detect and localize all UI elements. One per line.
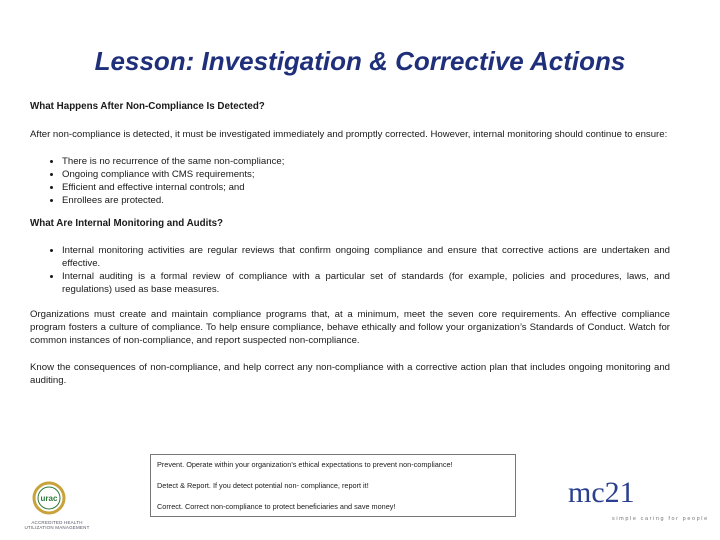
callout-prevent: Prevent. Operate within your organization’s ethical expectations to prevent non-compliance! <box>157 460 453 469</box>
compliance-program-paragraph: Organizations must create and maintain compliance programs that, at a minimum, meet the seven core requirements. An effective compliance program fosters a culture of compliance. To help ensure compliance, behave ethically and follow your organization’s Standards of Conduct. Watch for common instances of non-compliance, and report suspected non-compliance. <box>30 309 670 346</box>
intro-paragraph: After non-compliance is detected, it must be investigated immediately and promptly corrected. However, internal monitoring should continue to ensure: <box>30 129 668 140</box>
urac-seal-icon <box>34 483 64 513</box>
list-item: • Efficient and effective internal controls; and <box>62 181 670 194</box>
ensure-list <box>30 155 670 207</box>
lesson-content <box>30 100 670 401</box>
list-item: • Enrollees are protected. <box>62 194 670 207</box>
prevent-detect-correct-box <box>150 454 516 517</box>
urac-accreditation-text: ACCREDITED HEALTH UTILIZATION MANAGEMENT <box>24 520 90 530</box>
callout-correct: Correct. Correct non-compliance to protect beneficiaries and save money! <box>157 502 396 511</box>
callout-detect: Detect & Report. If you detect potential non- compliance, report it! <box>157 481 369 490</box>
consequences-paragraph: Know the consequences of non-compliance, and help correct any non-compliance with a corrective action plan that includes ongoing monitoring and auditing. <box>30 362 670 386</box>
section-heading-monitoring: What Are Internal Monitoring and Audits? <box>30 218 224 229</box>
list-item: • Internal monitoring activities are regular reviews that confirm ongoing compliance and ensure that corrective actions are undertaken and effective. <box>62 244 670 270</box>
list-item: • Ongoing compliance with CMS requirements; <box>62 168 670 181</box>
section-heading-noncompliance: What Happens After Non-Compliance Is Detected? <box>30 101 265 112</box>
mc21-tagline: simple caring for people <box>612 516 709 522</box>
list-item: • There is no recurrence of the same non-compliance; <box>62 155 670 168</box>
list-item: • Internal auditing is a formal review of compliance with a particular set of standards (for example, policies and procedures, laws, and regulations) used as base measures. <box>62 270 670 296</box>
svg-text:mc21: mc21 <box>568 476 635 509</box>
monitoring-list <box>30 244 670 296</box>
page-title: Lesson: Investigation & Corrective Actions <box>94 46 626 76</box>
svg-text:urac: urac <box>40 494 58 503</box>
mc21-logo <box>566 474 646 510</box>
